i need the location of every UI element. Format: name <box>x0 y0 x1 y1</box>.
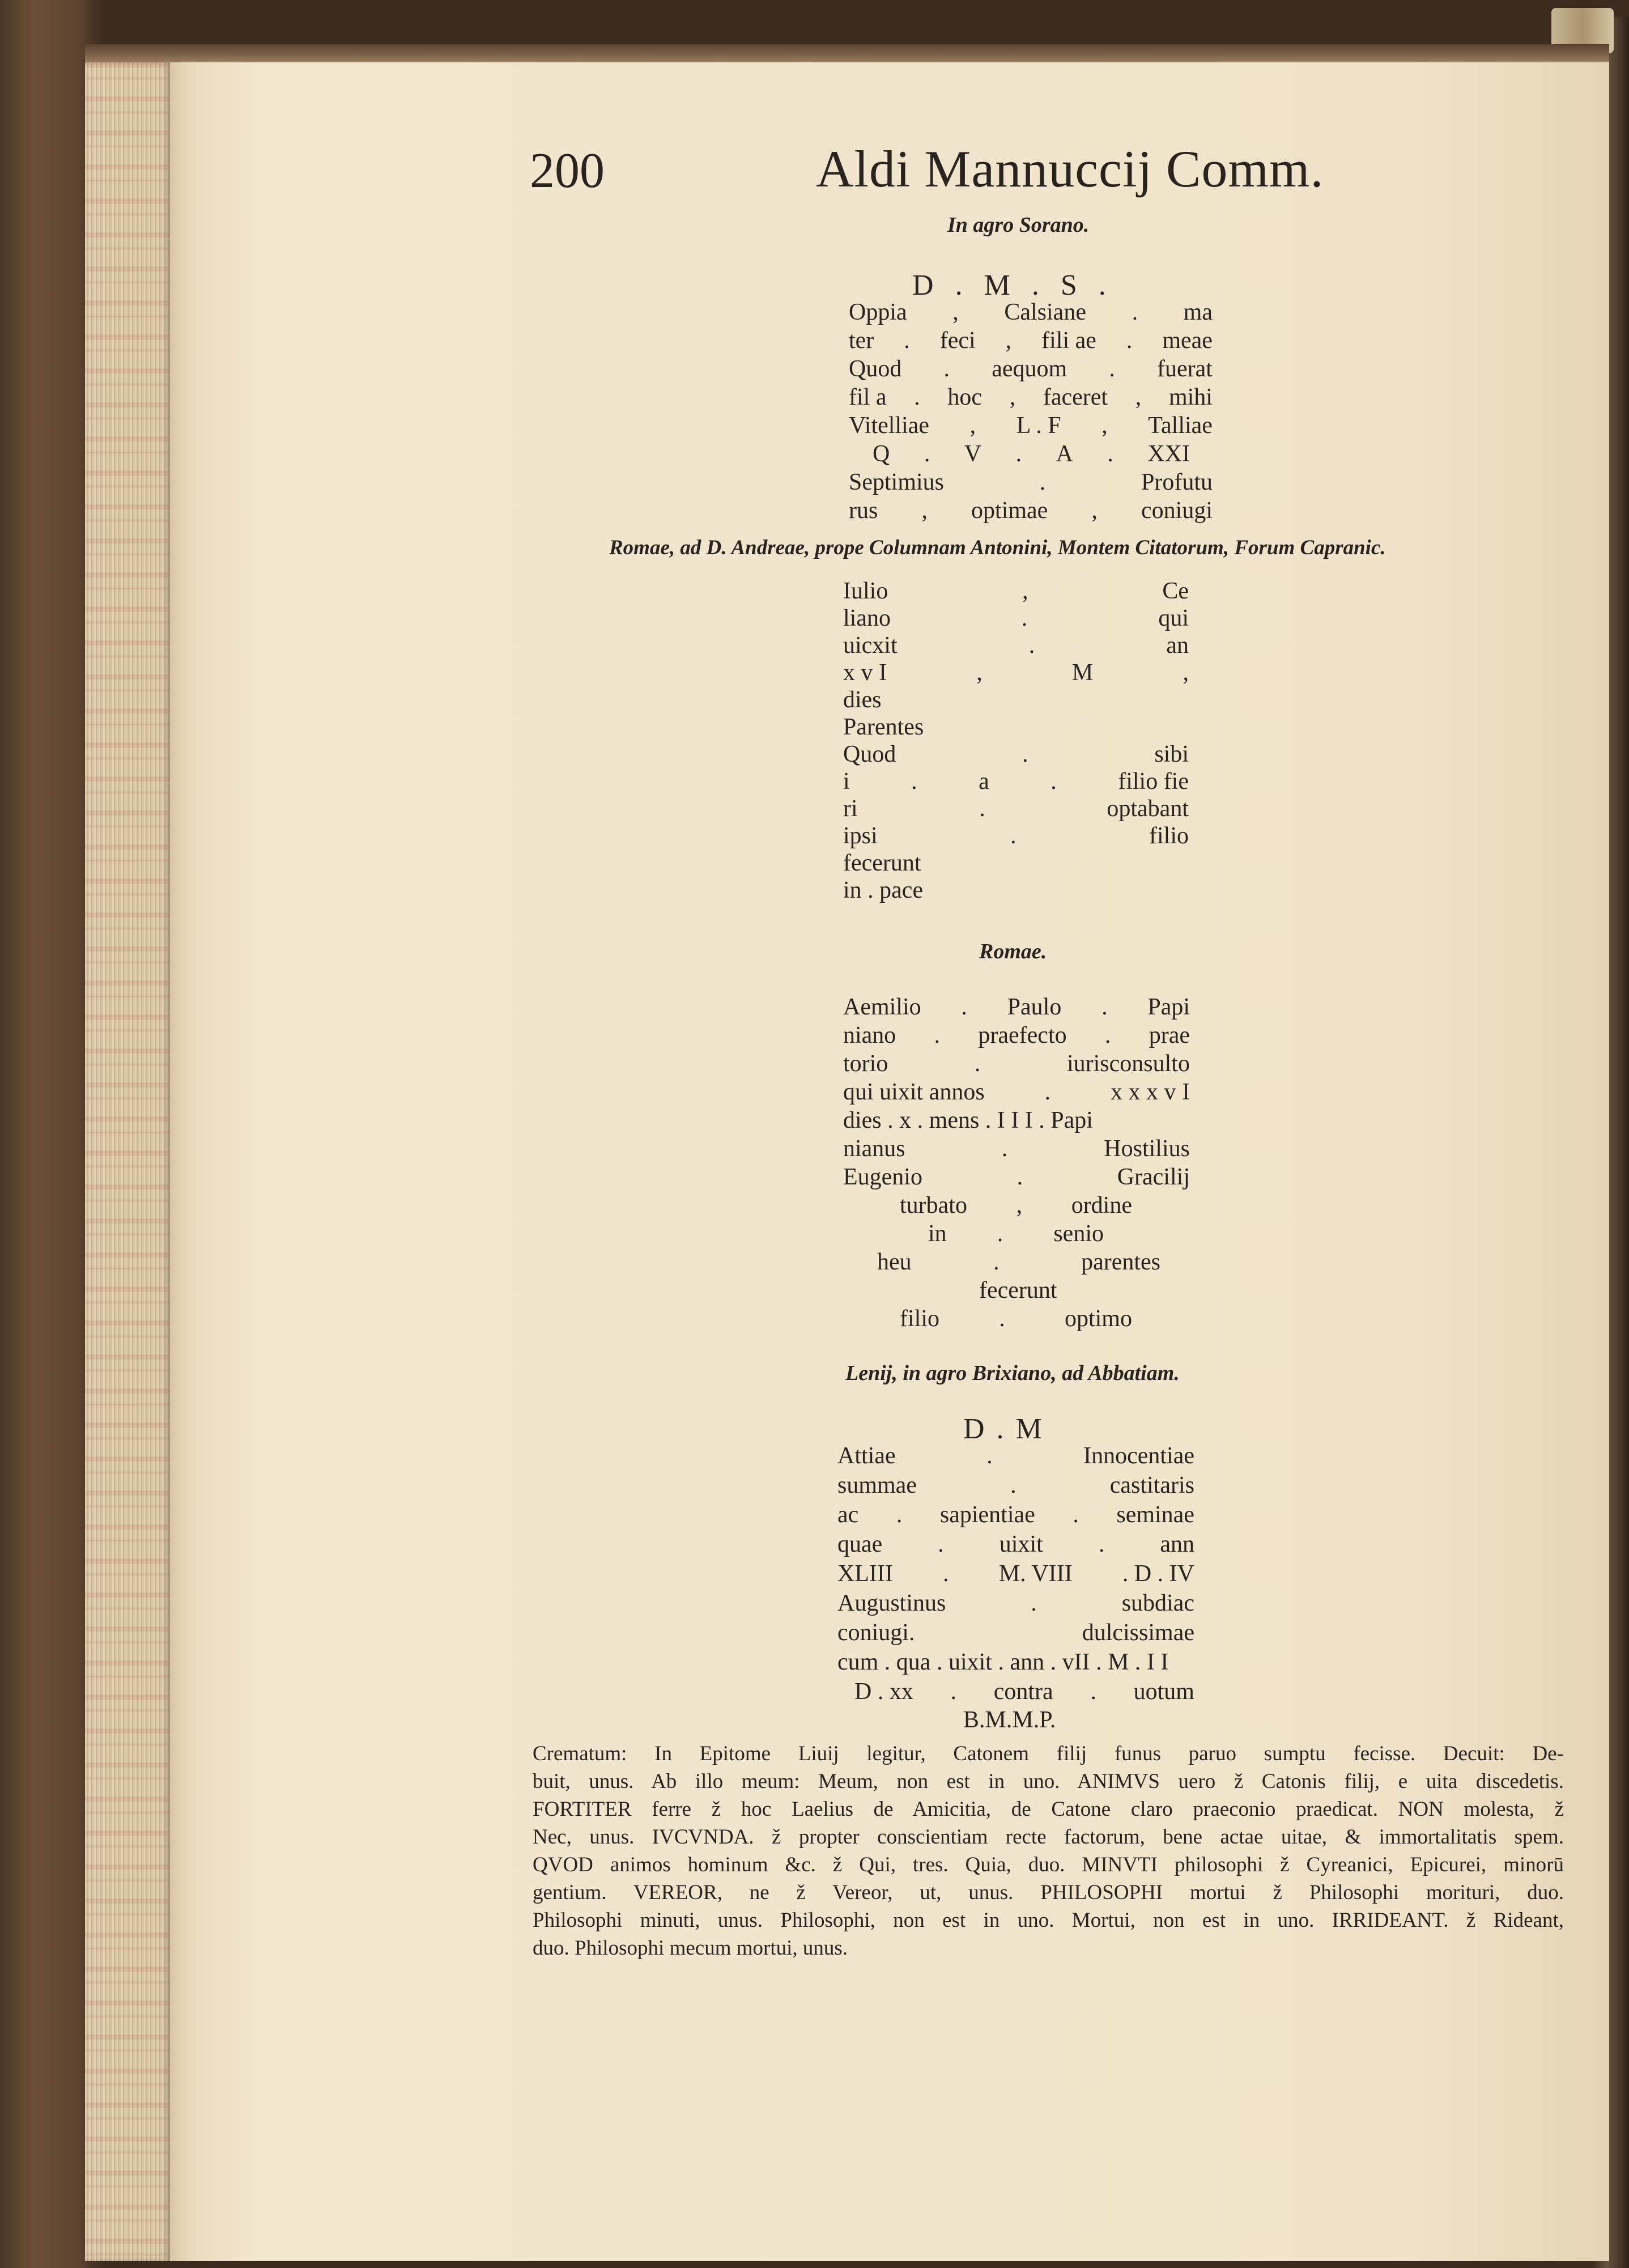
inscription-line: Oppia , Calsiane . ma <box>849 299 1213 325</box>
inscription-line: Augustinus . subdiac <box>837 1590 1194 1616</box>
inscription-line: Parentes <box>843 714 924 740</box>
inscription-line: i . a . filio fie <box>843 768 1189 795</box>
inscription-caption: In agro Sorano. <box>947 213 1090 237</box>
inscription-line: Eugenio . Gracilij <box>843 1164 1190 1190</box>
inscription-line: Quod . aequom . fuerat <box>849 356 1213 382</box>
inscription-line: D . M <box>963 1413 1044 1445</box>
commentary-line: duo. Philosophi mecum mortui, unus. <box>533 1936 848 1960</box>
inscription-line: fil a . hoc , faceret , mihi <box>849 384 1213 410</box>
inscription-line: Iulio , Ce <box>843 578 1189 604</box>
commentary-line: Crematum: In Epitome Liuij legitur, Catonem filij funus paruo sumptu fecisse. Decuit: De- <box>533 1742 1564 1765</box>
inscription-line: ac . sapientiae . seminae <box>837 1502 1194 1528</box>
commentary-line: gentium. VEREOR, ne ž Vereor, ut, unus. PHILOSOPHI mortui ž Philosophi morituri, duo. <box>533 1881 1564 1904</box>
inscription-line: nianus . Hostilius <box>843 1136 1190 1162</box>
inscription-line: dies . x . mens . I I I . Papi <box>843 1107 1093 1133</box>
inscription-line: quae . uixit . ann <box>837 1531 1194 1557</box>
inscription-line: B.M.M.P. <box>963 1707 1056 1733</box>
inscription-line: ipsi . filio <box>843 823 1189 849</box>
inscription-line: D . M . S . <box>912 269 1108 301</box>
inscription-line: heu . parentes <box>877 1249 1160 1275</box>
inscription-line: x v I , M , <box>843 660 1189 686</box>
inscription-line: Quod . sibi <box>843 741 1189 767</box>
commentary-line: buit, unus. Ab illo meum: Meum, non est in uno. ANIMVS uero ž Catonis filij, e uita discedetis. <box>533 1770 1564 1793</box>
inscription-line: turbato , ordine <box>900 1192 1132 1218</box>
inscription-line: D . xx . contra . uotum <box>854 1679 1194 1705</box>
inscription-line: niano . praefecto . prae <box>843 1022 1190 1048</box>
inscription-line: dies <box>843 687 882 713</box>
inscription-line: ri . optabant <box>843 796 1189 822</box>
commentary-line: Philosophi minuti, unus. Philosophi, non est in uno. Mortui, non est in uno. IRRIDEANT. ž Rideant, <box>533 1909 1564 1932</box>
commentary-line: QVOD animos hominum &c. ž Qui, tres. Quia, duo. MINVTI philosophi ž Cyreanici, Epicurei, minorū <box>533 1853 1564 1876</box>
inscription-line: filio . optimo <box>900 1306 1132 1332</box>
inscription-line: rus , optimae , coniugi <box>849 498 1213 524</box>
inscription-line: fecerunt <box>843 850 921 876</box>
inscription-line: coniugi. dulcissimae <box>837 1620 1194 1646</box>
inscription-line: liano . qui <box>843 605 1189 631</box>
inscription-line: XLIII . M. VIII . D . IV <box>837 1561 1194 1587</box>
inscription-line: Attiae . Innocentiae <box>837 1443 1194 1469</box>
inscription-line: Q . V . A . XXI <box>873 441 1190 467</box>
inscription-line: fecerunt <box>979 1277 1057 1303</box>
commentary <box>533 1740 1564 1962</box>
inscription-line: cum . qua . uixit . ann . vII . M . I I <box>837 1649 1169 1675</box>
inscription-line: in . senio <box>928 1221 1104 1247</box>
inscription-line: in . pace <box>843 877 924 903</box>
inscription-caption: Romae. <box>979 940 1047 963</box>
inscription-line: torio . iurisconsulto <box>843 1051 1190 1077</box>
inscription-caption: Lenij, in agro Brixiano, ad Abbatiam. <box>845 1361 1180 1385</box>
inscription-line: Vitelliae , L . F , Talliae <box>849 413 1213 439</box>
commentary-line: Nec, unus. IVCVNDA. ž propter conscientiam recte factorum, bene actae uitae, & immortalitatis spem. <box>533 1825 1564 1849</box>
commentary-line: FORTITER ferre ž hoc Laelius de Amicitia, de Catone claro praeconio praedicat. NON molesta, ž <box>533 1798 1564 1821</box>
inscription-line: ter . feci , fili ae . meae <box>849 328 1213 354</box>
inscription-line: uicxit . an <box>843 632 1189 659</box>
inscription-line: summae . castitaris <box>837 1472 1194 1498</box>
inscription-line: Septimius . Profutu <box>849 469 1213 495</box>
page-block-edges <box>85 62 170 2261</box>
inscription-line: Aemilio . Paulo . Papi <box>843 994 1190 1020</box>
page-number: 200 <box>530 143 605 198</box>
inscription-caption: Romae, ad D. Andreae, prope Columnam Antonini, Montem Citatorum, Forum Capranic. <box>609 536 1386 559</box>
inscription-line: qui uixit annos . x x x v I <box>843 1079 1190 1105</box>
running-title: Aldi Mannuccij Comm. <box>816 140 1324 198</box>
